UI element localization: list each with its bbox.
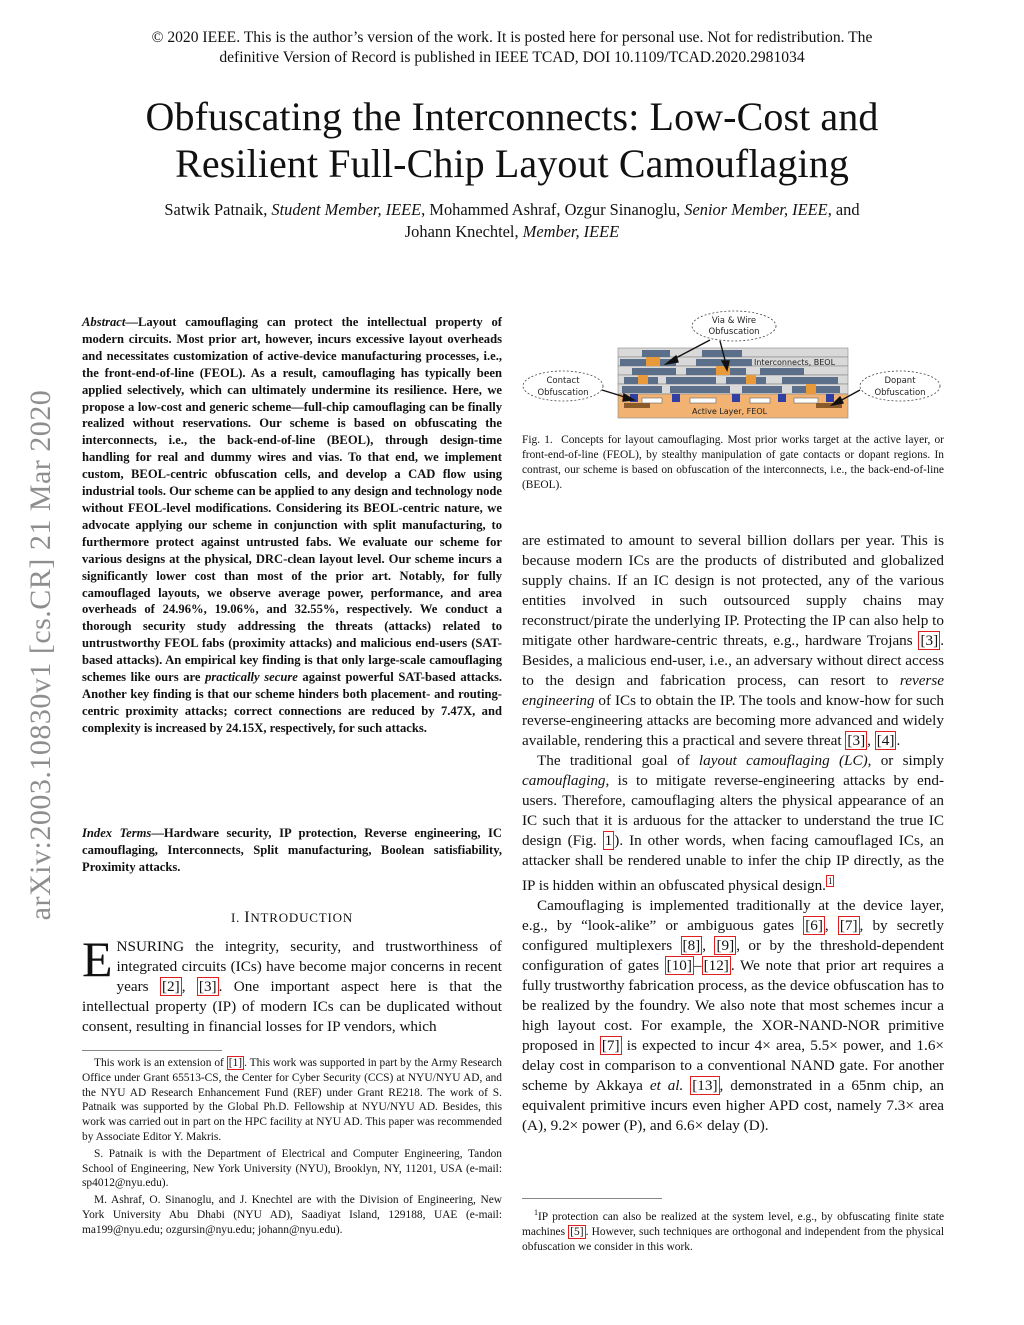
author-4: Johann Knechtel, [404,222,523,241]
author-4-role: Member, IEEE [522,222,620,241]
section-title-rest: NTRODUCTION [250,910,354,925]
paragraph [522,531,944,751]
footnote-mark: 1 [534,1208,538,1217]
abstract-emphasis: practically secure [205,670,298,685]
dopant-callout-line-1: Dopant [884,376,916,386]
citation-link[interactable]: [2] [161,978,180,995]
citation-link[interactable]: [4] [876,732,895,749]
right-column-body [522,531,944,1136]
figure-caption-text: Concepts for layout camouflaging. Most prior works target at the active layer, or front-end-of-line (FEOL), by stealthy manipulation of gate contacts or dopant regions. In contrast, our scheme is based on obfuscation of the interconnects, i.e., the back-end-of-line (BEOL). [522,434,944,491]
footnote-divider [82,1050,222,1051]
via-callout-line-1: Via & Wire [711,316,757,326]
figure-caption-label: Fig. 1. [522,434,553,446]
body-text: ). In other words, when facing camouflaged ICs, an attacker shall be rendered unable to infer the chip IP directly, as the IP is hidden within an obfuscated physical design. [522,832,944,895]
body-text: are estimated to amount to several billion dollars per year. This is because modern ICs are the products of distributed and globalized supply chains. If an IC design is not protected, any of the various entities involved in such outsourced supply chains may reconstruct/pirate the underlying IP. Protecting the IP can also help to mitigate other hardware-centric threats, e.g., hardware Trojans [522,532,944,649]
authors-2-3: , Mohammed Ashraf, Ozgur Sinanoglu, [421,200,685,219]
via-callout-line-2: Obfuscation [708,327,760,337]
footnote-text: . However, such techniques are orthogonal and independent from the physical obfuscation we consider in this work. [522,1225,944,1253]
emphasis: layout camouflaging (LC) [698,752,868,769]
feol-label: Active Layer, FEOL [692,407,768,416]
copyright-notice [80,28,944,68]
footnote-text: . This work was supported in part by the Army Research Office under Grant 65513-CS, the Center for Cyber Security (CCS) at NYU/NYU AD, and the NYU AD Research Enhancement Fund (REF) under Grant RE218. The work of S. Patnaik was supported by the Global Ph.D. Fellowship at NYU/NYU AD. Besides, this work was carried out in part on the HPC facility at NYU AD. This paper was recommended by Associate Editor Y. Makris. [82,1057,502,1143]
body-text: . We note that prior art requires a fully trustworthy fabrication process, as the device obfuscation has to be realized by the foundry. We also note that most schemes incur a high layout cost. For example, the XOR-NAND-NOR primitive proposed in [522,957,944,1055]
emphasis: reverse engineering [522,672,944,709]
section-heading [82,909,502,927]
footnote-affiliation-1: S. Patnaik is with the Department of Electrical and Computer Engineering, Tandon School of Engineering, New York University (NYU), Brooklyn, NY, 11201, USA (e-mail: sp4012@nyu.edu). [82,1147,502,1190]
body-text: , or by the threshold-dependent configuration of gates [522,937,945,975]
index-terms [82,825,502,876]
body-text: , [867,732,875,749]
intro-paragraph [82,931,502,1037]
index-terms-label: Index Terms [82,826,152,840]
citation-link[interactable]: [5] [570,1225,584,1238]
index-terms-text: —Hardware security, IP protection, Reverse engineering, IC camouflaging, Interconnects, Split manufacturing, Boolean satisfiability, Proximity attacks. [82,826,502,874]
author-1: Satwik Patnaik, [164,200,272,219]
body-text: – [693,957,702,975]
footnote-divider [522,1198,662,1199]
emphasis: et al. [649,1077,684,1095]
body-text: , or simply [867,752,944,769]
body-text: is expected to incur 4× area, 5.5× power, and 1.6× delay cost in comparison to a conventional NAND gate. For another scheme by Akkaya [522,1037,944,1095]
body-text: , demonstrated in a 65nm chip, an equivalent primitive incurs even higher APD cost, namely 7.3× area (A), 9.2× power (P), and 6.6× delay (D). [522,1077,945,1135]
footnote-text: IP protection can also be realized at the system level, e.g., by obfuscating finite state machines [522,1210,944,1238]
body-text: , by secretly configured multiplexers [522,917,944,955]
citation-link[interactable]: [12] [703,957,729,975]
beol-label: Interconnects, BEOL [754,358,836,367]
citation-link[interactable]: [3] [847,732,866,749]
author-3-role: Senior Member, IEEE [684,200,828,219]
title-line-2: Resilient Full-Chip Layout Camouflaging [175,141,849,186]
footnotes-left [82,1056,502,1240]
intro-text-3: . One important aspect here is that the intellectual property (IP) of modern ICs can be duplicated without consent, resulting in financial losses for IP vendors, which [82,978,502,1035]
body-text: , is to mitigate reverse-engineering attacks by end-users. Therefore, camouflaging alters the physical appearance of an IC such that it is arduous for the attacker to understand the true IC design (Fig. [522,772,944,849]
section-number: I. [230,910,245,925]
citation-link[interactable]: [13] [692,1077,718,1095]
section-title-initial: I [244,909,251,926]
footnote-right [522,1205,944,1255]
citation-link[interactable]: [9] [716,937,735,955]
citation-link[interactable]: [1] [228,1057,243,1069]
figure-caption [522,433,944,493]
arxiv-identifier: arXiv:2003.10830v1 [cs.CR] 21 Mar 2020 [24,389,57,921]
abstract-label: Abstract [82,315,126,329]
emphasis: camouflaging [522,772,606,789]
body-text: . Besides, a malicious end-user, i.e., an adversary without direct access to the design and fabrication process, can resort to [522,632,944,689]
author-1-role: Student Member, IEEE [271,200,422,219]
body-text: , [824,917,838,935]
citation-link[interactable]: [3] [920,632,939,649]
drop-cap: E [82,931,113,987]
body-text: Camouflaging is implemented traditionally at the device layer, e.g., by “look-alike” or ambiguous gates [522,897,944,935]
paper-title [60,93,964,187]
footnote-link[interactable]: 1 [827,876,833,886]
copyright-line-2: definitive Version of Record is published in IEEE TCAD, DOI 10.1109/TCAD.2020.2981034 [219,49,805,66]
abstract-text-b: against powerful SAT-based attacks. Another key finding is that our scheme hinders both placement- and routing-centric proximity attacks; correct connections are reduced by 7.47X, and complexity is increased by 24.15X, respectively, for such attacks. [82,670,502,735]
footnote-funding [82,1056,502,1145]
figure-1 [520,310,944,428]
intro-text-1: the integrity, security, and trustworthiness of integrated circuits (ICs) have become major concerns in recent years [116,938,502,995]
citation-link[interactable]: [7] [839,917,858,935]
abstract-text-a: —Layout camouflaging can protect the intellectual property of modern circuits. Most prior art, however, incurs excessive layout overheads and necessitates customization of active-device manufacturing processes, i.e., the front-end-of-line (FEOL). As a result, camouflaging has typically been applied selectively, which can ultimately undermine its resilience. Here, we propose a low-cost and generic scheme—full-chip camouflaging can be finally realized without reservations. Our scheme is based on obfuscating the interconnects, i.e., the back-end-of-line (BEOL), through design-time handling for real and dummy wires and vias. To that end, we implement custom, BEOL-centric obfuscation cells, and develop a CAD flow using industrial tools. Our scheme can be applied to any design and technology node without FEOL-level modifications. Considering its BEOL-centric nature, we advocate applying our scheme in conjunction with split manufacturing, to furthermore protect against untrusted fabs. We evaluate our scheme for various designs at the physical, DRC-clean layout level. Our scheme incurs a significantly lower cost than most of the prior art. Notably, for fully camouflaged layouts, we observe average power, performance, and area overheads of 24.96%, 19.06%, and 32.55%, respectively. We conduct a thorough security study addressing the threats (attacks) related to untrustworthy FEOL fabs (proximity attacks) and malicious end-users (SAT-based attacks). An empirical key finding is that only large-scale camouflaging schemes like ours are [82,315,502,685]
citation-link[interactable]: [6] [805,917,823,935]
citation-link[interactable]: [10] [666,957,692,975]
citation-link[interactable]: [8] [682,937,701,955]
paragraph [522,751,944,896]
intro-text-2: , [181,978,197,995]
footnote-text: This work is an extension of [94,1057,227,1069]
abstract [82,314,502,737]
title-line-1: Obfuscating the Interconnects: Low-Cost and [145,94,879,139]
citation-link[interactable]: [7] [601,1037,620,1055]
copyright-line-1: © 2020 IEEE. This is the author’s version of the work. It is posted here for personal use. Not for redistribution. The [151,29,873,46]
body-text: The traditional goal of [537,752,699,769]
author-list [80,199,944,243]
figure-link[interactable]: 1 [604,832,613,849]
paragraph [522,896,944,1136]
authors-and: , and [827,200,860,219]
contact-callout-line-1: Contact [546,376,580,386]
body-text: of ICs to obtain the IP. The tools and know-how for such reverse-engineering attacks are becoming more advanced and widely available, rendering this a practical and severe threat [522,692,944,749]
body-text: . [896,732,901,749]
intro-lead: NSURING [116,938,185,955]
dopant-callout-line-2: Obfuscation [874,388,926,398]
citation-link[interactable]: [3] [198,978,217,995]
contact-callout-line-2: Obfuscation [537,388,589,398]
footnote-affiliation-2: M. Ashraf, O. Sinanoglu, and J. Knechtel are with the Division of Engineering, New York University Abu Dhabi (NYU AD), Saadiyat Island, 129188, UAE (e-mail: ma199@nyu.edu; ozgursin@nyu.edu; johann@nyu.edu). [82,1194,502,1236]
body-text: , [702,937,715,955]
